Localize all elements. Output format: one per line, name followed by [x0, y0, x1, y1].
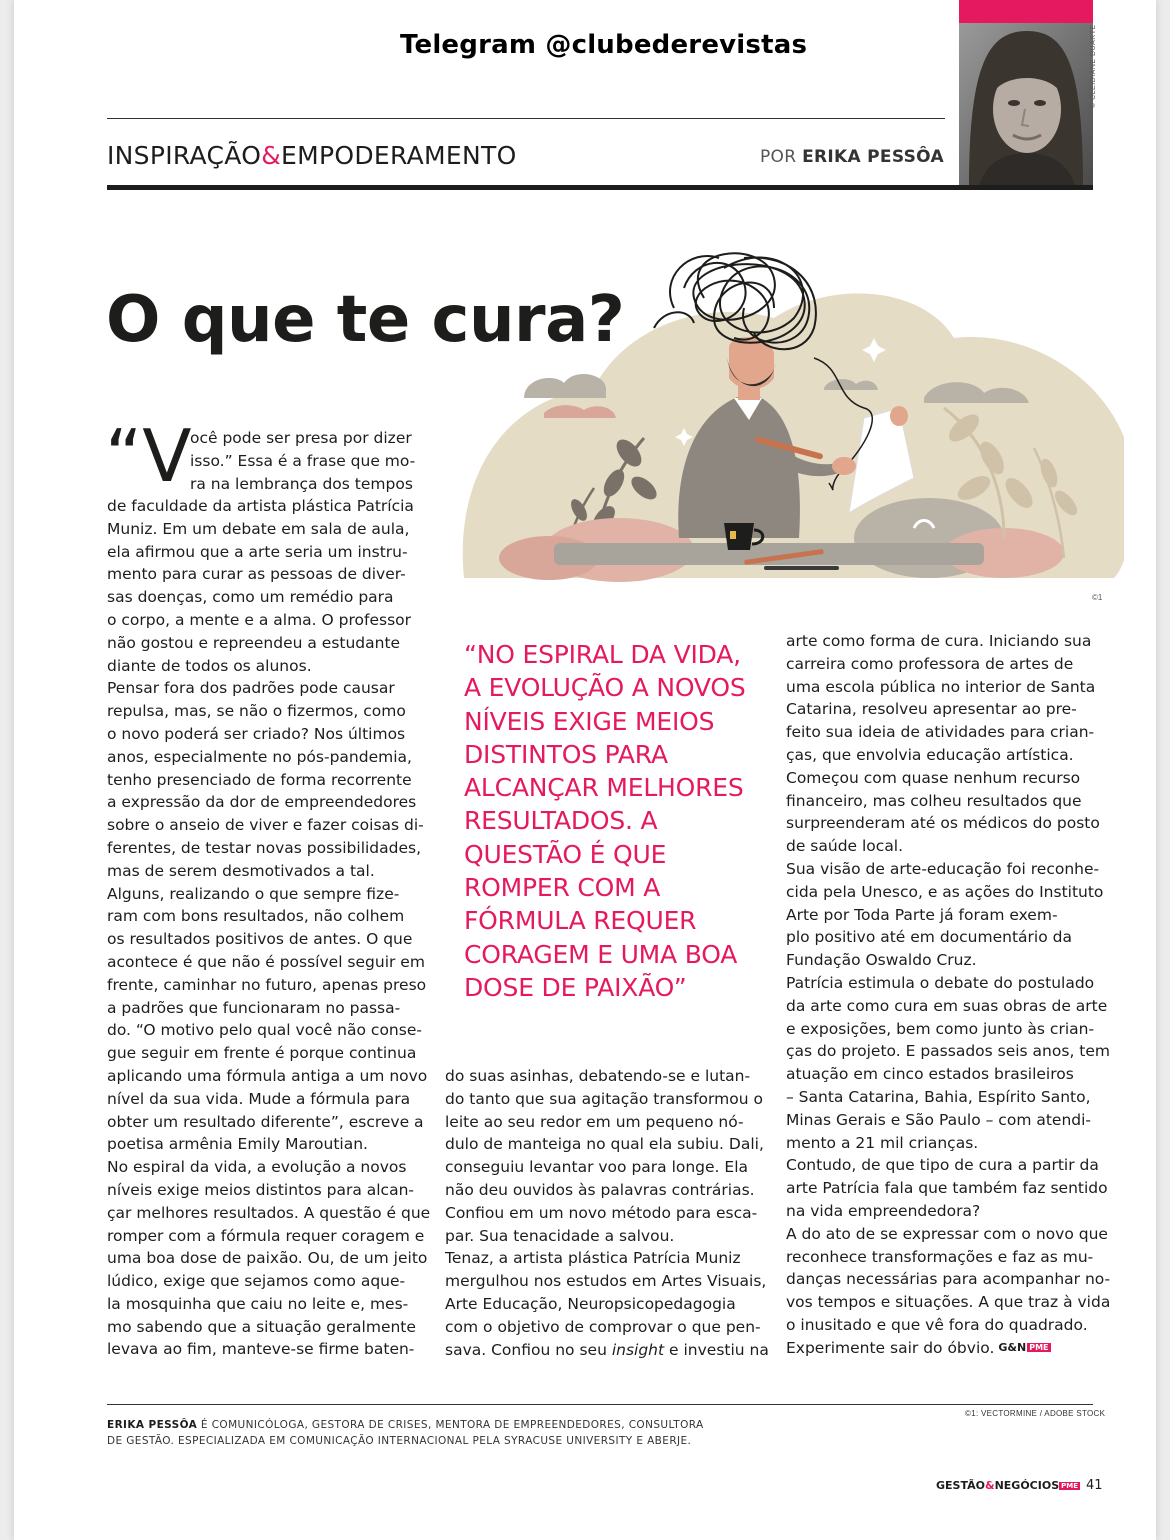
text-line: Arte por Toda Parte já foram exem- [786, 905, 1058, 924]
text-line: Confiou em um novo método para esca- [445, 1203, 758, 1222]
text-line: anos, especialmente no pós-pandemia, [107, 747, 412, 766]
bio-text: É COMUNICÓLOGA, GESTORA DE CRISES, MENTORA DE EMPREENDEDORES, CONSULTORA DE GESTÃO. ESPECIALIZADA EM COMUNICAÇÃO INTERNACIONAL PELA SYRACUSE UNIVERSITY E ABERJE. [107, 1419, 704, 1447]
text-line: No espiral da vida, a evolução a novos [107, 1158, 407, 1177]
author-bio [107, 1418, 747, 1449]
stressed-artist-illustration [444, 238, 1124, 608]
photo-credit: © CLEIDIANE DUARTE [1090, 24, 1097, 108]
text-segment: e investiu na [664, 1340, 769, 1359]
text-line: do suas asinhas, debatendo-se e lutan- [445, 1067, 751, 1085]
text-line: ças do projeto. E passados seis anos, tem [786, 1042, 1111, 1061]
text-line: aplicando uma fórmula antiga a um novo [107, 1066, 428, 1085]
text-line: Começou com quase nenhum recurso [786, 768, 1081, 787]
author-portrait-icon [959, 23, 1093, 186]
text-line: danças necessárias para acompanhar no- [786, 1270, 1111, 1289]
magazine-page [14, 0, 1156, 1540]
text-line: Pensar fora dos padrões pode causar [107, 679, 395, 698]
page-footer [936, 1478, 1103, 1493]
text-line: atuação em cinco estados brasileiros [786, 1065, 1074, 1084]
text-line: ças, que envolvia educação artística. [786, 745, 1074, 764]
text-line: diante de todos os alunos. [107, 656, 312, 675]
text-line: poetisa armênia Emily Maroutian. [107, 1135, 368, 1154]
byline-prefix: POR [760, 147, 797, 167]
text-segment: sava. Confiou no seu [445, 1340, 612, 1359]
text-line: mento para curar as pessoas de diver- [107, 565, 406, 584]
text-line: e exposições, bem como junto às crian- [786, 1019, 1095, 1038]
text-line: arte Patrícia fala que também faz sentido [786, 1179, 1108, 1198]
text-line: leite ao seu redor em um pequeno nó- [445, 1112, 744, 1131]
signoff-brand: G&N [998, 1340, 1027, 1354]
text-line: financeiro, mas colheu resultados que [786, 791, 1082, 810]
telegram-watermark: Telegram @clubederevistas [400, 30, 808, 60]
text-line: plo positivo até em documentário da [786, 928, 1072, 947]
text-line: tenho presenciado de forma recorrente [107, 770, 412, 789]
article-column-1 [105, 414, 431, 1361]
byline-author: ERIKA PESSÔA [802, 147, 944, 167]
text-line: Fundação Oswaldo Cruz. [786, 951, 977, 970]
text-line: vos tempos e situações. A que traz à vida [786, 1293, 1111, 1312]
text-line: – Santa Catarina, Bahia, Espírito Santo, [786, 1087, 1091, 1106]
text-line: obter um resultado diferente”, escreve a [107, 1112, 424, 1131]
footer-brand-part2: NEGÓCIOS [994, 1479, 1060, 1492]
text-line: repulsa, mas, se não o fizermos, como [107, 702, 406, 721]
emphasis: insight [611, 1340, 665, 1359]
column-2-body [445, 1065, 765, 1339]
text-line: mento a 21 mil crianças. [786, 1133, 979, 1152]
dropcap: “V [105, 414, 192, 498]
author-photo [959, 23, 1093, 186]
text-line: çar melhores resultados. A questão é que [107, 1203, 431, 1222]
dropcap-lines [190, 427, 415, 495]
article-column-3 [786, 630, 1111, 1360]
footer-brand-pme: PME [1061, 1482, 1079, 1490]
text-line: la mosquinha que caiu no leite e, mes- [107, 1294, 409, 1313]
text-line: arte como forma de cura. Iniciando sua [786, 632, 1092, 650]
page-number: 41 [1086, 1478, 1103, 1493]
text-line: da arte como cura em suas obras de arte [786, 996, 1108, 1015]
text-line: Arte Educação, Neuropsicopedagogia [445, 1294, 736, 1313]
text-line: com o objetivo de comprovar o que pen- [445, 1317, 761, 1336]
text-line: uma boa dose de paixão. Ou, de um jeito [107, 1249, 428, 1268]
text-line: surpreenderam até os médicos do posto [786, 814, 1100, 833]
text-line: levava ao fim, manteve-se firme baten- [107, 1340, 415, 1359]
section-title-part2: EMPODERAMENTO [281, 141, 517, 170]
footer-rule [107, 1404, 1093, 1405]
text-line: carreira como professora de artes de [786, 654, 1074, 673]
section-title-part1: INSPIRAÇÃO [107, 141, 262, 170]
text-line: Catarina, resolveu apresentar ao pre- [786, 700, 1077, 719]
text-segment: Experimente sair do óbvio. [786, 1338, 995, 1357]
text-line: o novo poderá ser criado? Nos últimos [107, 724, 406, 743]
text-line: ferentes, de testar novas possibilidades, [107, 838, 422, 857]
text-line: uma escola pública no interior de Santa [786, 677, 1096, 696]
text-line: par. Sua tenacidade a salvou. [445, 1226, 675, 1245]
footer-brand-amp: & [984, 1479, 995, 1492]
text-line: isso.” Essa é a frase que mo- [190, 451, 416, 470]
text-line: romper com a fórmula requer coragem e [107, 1226, 425, 1245]
text-line: feito sua ideia de atividades para crian- [786, 723, 1095, 742]
text-line: de faculdade da artista plástica Patrícia [107, 497, 414, 515]
header-thick-rule [107, 185, 1093, 190]
text-line: mo sabendo que a situação geralmente [107, 1317, 416, 1336]
text-line: lúdico, exige que sejamos como aque- [107, 1272, 406, 1291]
text-line: reconhece transformações e faz as mu- [786, 1247, 1094, 1266]
text-line: Minas Gerais e São Paulo – com atendi- [786, 1110, 1092, 1129]
text-line: do tanto que sua agitação transformou o [445, 1089, 763, 1108]
text-line [445, 1339, 769, 1362]
text-line: o corpo, a mente e a alma. O professor [107, 610, 412, 629]
text-line: mas de serem desmotivados a tal. [107, 861, 375, 880]
signoff-logo [998, 1337, 1050, 1360]
text-line: Contudo, de que tipo de cura a partir da [786, 1156, 1099, 1175]
text-line: a expressão da dor de empreendedores [107, 793, 417, 812]
text-line: dulo de manteiga no qual ela subiu. Dali, [445, 1135, 764, 1154]
text-line: na vida empreendedora? [786, 1201, 981, 1220]
section-title-amp: & [261, 141, 282, 170]
footer-brand-part1: GESTÃO [936, 1479, 985, 1492]
text-line: do. “O motivo pelo qual você não conse- [107, 1021, 422, 1040]
text-line: sobre o anseio de viver e fazer coisas di- [107, 816, 424, 835]
signoff-pme: PME [1029, 1342, 1049, 1352]
text-line: A do ato de se expressar com o novo que [786, 1224, 1108, 1243]
illustration-credit: ©1: VECTORMINE / ADOBE STOCK [965, 1409, 1106, 1418]
text-line: não gostou e repreendeu a estudante [107, 633, 401, 652]
text-line: acontece é que não é possível seguir em [107, 952, 425, 971]
text-line: Tenaz, a artista plástica Patrícia Muniz [445, 1249, 741, 1268]
text-line: frente, caminhar no futuro, apenas preso [107, 975, 427, 994]
column-3-body [786, 630, 1111, 1337]
text-line: cida pela Unesco, e as ações do Instituto [786, 882, 1104, 901]
byline [760, 147, 944, 167]
dropcap-block [105, 414, 425, 498]
text-line: ra na lembrança dos tempos [190, 474, 413, 493]
header-rule [107, 118, 945, 119]
pull-quote: “NO ESPIRAL DA VIDA, A EVOLUÇÃO A NOVOS NÍVEIS EXIGE MEIOS DISTINTOS PARA ALCANÇAR MELHORES RESULTADOS. A QUESTÃO É QUE ROMPER COM A FÓRMULA REQUER CORAGEM E UMA BOA DOSE DE PAIXÃO” [464, 640, 746, 1002]
text-line: nível da sua vida. Mude a fórmula para [107, 1089, 411, 1108]
bio-name: ERIKA PESSÔA [107, 1419, 198, 1431]
photo-accent-bar [959, 0, 1093, 23]
text-line: ocê pode ser presa por dizer [190, 429, 412, 447]
text-line: de saúde local. [786, 837, 904, 856]
text-line: mergulhou nos estudos em Artes Visuais, [445, 1272, 767, 1291]
column-1-body [107, 495, 431, 1361]
text-line: níveis exige meios distintos para alcan- [107, 1180, 414, 1199]
article-column-2 [445, 1065, 769, 1361]
text-line [786, 1337, 1106, 1360]
text-line: Muniz. Em um debate em sala de aula, [107, 519, 410, 538]
text-line: Alguns, realizando o que sempre fize- [107, 884, 400, 903]
text-line: a padrões que funcionaram no passa- [107, 998, 401, 1017]
illustration-credit-mark: ©1 [1092, 593, 1103, 602]
text-line: não deu ouvidos às palavras contrárias. [445, 1180, 755, 1199]
text-line: Sua visão de arte-educação foi reconhe- [786, 859, 1100, 878]
section-title [107, 141, 517, 170]
headline: O que te cura? [106, 283, 625, 357]
text-line: ela afirmou que a arte seria um instru- [107, 542, 408, 561]
text-line: o inusitado e que vê fora do quadrado. [786, 1315, 1088, 1334]
text-line: os resultados positivos de antes. O que [107, 930, 413, 949]
text-line: gue seguir em frente é porque continua [107, 1044, 417, 1063]
text-line: ram com bons resultados, não colhem [107, 907, 405, 926]
text-line: Patrícia estimula o debate do postulado [786, 973, 1095, 992]
text-line: sas doenças, como um remédio para [107, 588, 394, 607]
text-line: conseguiu levantar voo para longe. Ela [445, 1158, 749, 1177]
